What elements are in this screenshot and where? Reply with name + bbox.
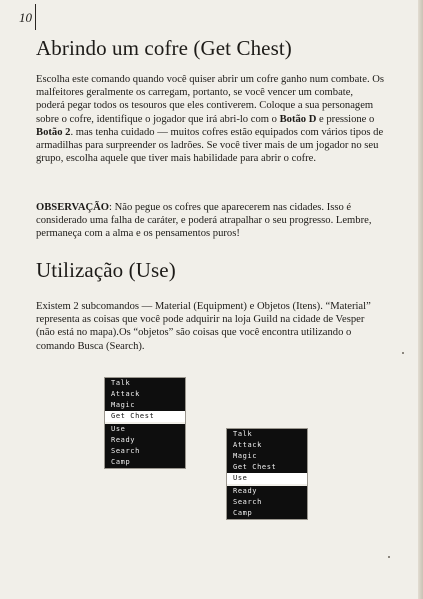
menu-item-attack: Attack	[111, 390, 140, 398]
menu-item-ready: Ready	[111, 436, 136, 444]
menu-item-use: Use	[111, 425, 126, 433]
use-paragraph: Existem 2 subcomandos — Material (Equipment) e Objetos (Itens). “Material” representa as coisas que você pode adquirir na loja Guild na cidade de Vesper (não está no mapa).Os “objetos” são coisas que você encontra utilizando o comando Busca (Search).	[36, 301, 371, 352]
menu-item-use: Use	[227, 473, 307, 484]
margin-rule	[35, 4, 36, 30]
menu-item-ready: Ready	[233, 487, 258, 495]
text-run: Escolha este comando quando você quiser abrir um cofre ganho num combate. Os malfeitores geralmente os carregam, portanto, se você vencer um combate, poderá pegar todos os tesouros que eles contiverem. Coloque a sua personagem sobre o cofre, identifique o jogador que irá abri-lo com o	[36, 74, 385, 125]
print-speck	[402, 352, 404, 354]
bold-text-run: Botão D	[279, 113, 317, 125]
page-number: 10	[19, 10, 32, 25]
menu-item-camp: Camp	[233, 509, 253, 517]
menu-item-search: Search	[111, 447, 140, 455]
bold-text-run: OBSERVAÇÃO	[36, 202, 110, 213]
command-menu-use-screenshot	[226, 428, 308, 520]
menu-item-magic: Magic	[111, 401, 136, 409]
section-title-use: Utilização (Use)	[36, 258, 176, 282]
menu-item-talk: Talk	[233, 430, 253, 438]
command-menu-get-chest-screenshot	[104, 377, 186, 469]
section-title-get-chest: Abrindo um cofre (Get Chest)	[36, 36, 292, 60]
print-speck	[388, 556, 390, 558]
menu-item-attack: Attack	[233, 441, 262, 449]
menu-item-search: Search	[233, 498, 262, 506]
menu-item-talk: Talk	[111, 379, 131, 387]
text-run: . mas tenha cuidado — muitos cofres estão equipados com vários tipos de armadilhas para surpreender os ladrões. Se você tiver mais de um jogador no seu grupo, escolha aquele que tiver mais habilidade para abrir o cofre.	[36, 126, 384, 165]
menu-item-get-chest: Get Chest	[105, 411, 185, 422]
get-chest-paragraph	[36, 73, 384, 165]
bold-text-run: Botão 2	[36, 126, 71, 138]
menu-item-magic: Magic	[233, 452, 258, 460]
menu-item-camp: Camp	[111, 458, 131, 466]
text-run: e pressione o	[316, 113, 375, 125]
page-edge	[418, 0, 423, 599]
text-run: : Não pegue os cofres que aparecerem nas cidades. Isso é considerado uma falha de caráter, e poderá atrapalhar o seu progresso. Lembre, permaneça com a alma e os pensamentos puros!	[36, 202, 372, 240]
observation-paragraph	[36, 201, 384, 241]
menu-item-get-chest: Get Chest	[233, 463, 277, 471]
